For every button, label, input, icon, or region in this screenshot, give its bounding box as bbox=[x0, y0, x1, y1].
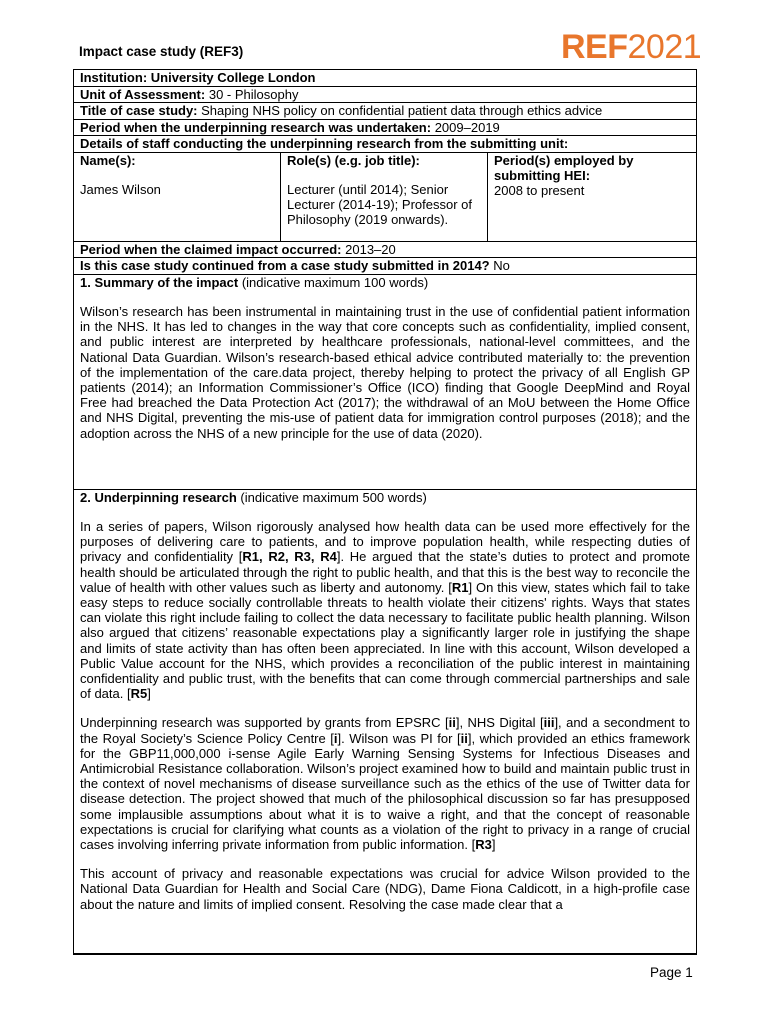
summary-section bbox=[74, 275, 696, 490]
grant-marker: ii bbox=[460, 730, 468, 746]
uoa-label: Unit of Assessment: bbox=[80, 86, 206, 102]
logo-year-text: 2021 bbox=[627, 28, 702, 66]
text-span: ] bbox=[147, 686, 151, 702]
text-span: ]. Wilson was PI for [ bbox=[337, 730, 461, 746]
staff-name: James Wilson bbox=[80, 181, 161, 197]
research-period-label: Period when the underpinning research was undertaken: bbox=[80, 119, 432, 135]
staff-role-header: Role(s) (e.g. job title): bbox=[287, 152, 420, 168]
reference-marker: R5 bbox=[130, 686, 148, 702]
research-paragraph-2 bbox=[80, 715, 690, 852]
text-span: ]. He argued that the state’s duties to protect and promote health should be articulated through the right to public health, and that this is the best way to reconcile the value of health with other values such as liberty and autonomy. [ bbox=[80, 549, 690, 595]
ref2021-logo bbox=[561, 30, 701, 64]
title-row bbox=[74, 103, 696, 120]
institution-row bbox=[74, 70, 696, 87]
staff-period: 2008 to present bbox=[494, 182, 585, 198]
research-section bbox=[74, 490, 696, 954]
title-value: Shaping NHS policy on confidential patient data through ethics advice bbox=[201, 103, 603, 118]
text-span: In a series of papers, Wilson rigorously analysed how health data can be used more effectively for the purposes of delivering care to patients, and to improve population health, while respecting duties of privacy and confidentiality [ bbox=[80, 519, 690, 565]
research-note: (indicative maximum 500 words) bbox=[240, 489, 427, 505]
research-paragraph-1 bbox=[80, 519, 690, 701]
uoa-value: 30 - Philosophy bbox=[208, 86, 299, 102]
summary-heading: 1. Summary of the impact bbox=[80, 274, 239, 290]
uoa-row bbox=[74, 87, 696, 104]
reference-marker: R3 bbox=[475, 837, 492, 853]
case-study-table bbox=[73, 69, 697, 955]
text-span: ] bbox=[491, 837, 496, 853]
continued-row bbox=[74, 258, 696, 275]
impact-period-row bbox=[74, 242, 696, 259]
staff-period-column bbox=[488, 153, 696, 241]
grant-marker: i bbox=[333, 730, 338, 746]
grant-marker: iii bbox=[543, 715, 555, 731]
staff-name-header: Name(s): bbox=[80, 152, 136, 168]
staff-role-column bbox=[281, 153, 488, 241]
impact-period-value: 2013–20 bbox=[345, 241, 396, 257]
research-heading-line bbox=[80, 490, 690, 506]
staff-name-column bbox=[74, 153, 281, 241]
text-span: ], which provided an ethics framework for the GBP11,000,000 i-sense Agile Early Warning Sensing Systems for Infectious Diseases and Antimicrobial Resistance collaboration. Wilson’s project examined how to build and maintain public trust in the context of novel mechanisms of disease surveillance such as the ethics of the use of Twitter data for disease detection. The project showed that much of the philosophical discussion so far has presupposed some implausible assumptions about what it is to waive a right, and that the concept of reasonable expectations is crucial for clarifying what counts as a violation of the right to privacy in a range of crucial cases involving inferring private information from public information. [ bbox=[80, 730, 690, 853]
staff-period-header: Period(s) employed by submitting HEI: bbox=[494, 152, 634, 183]
research-period-value: 2009–2019 bbox=[434, 119, 500, 135]
staff-details-row: Details of staff conducting the underpinning research from the submitting unit: bbox=[74, 136, 696, 153]
continued-value: No bbox=[493, 258, 510, 273]
text-span: ], and a secondment to the Royal Society’s Science Policy Centre [ bbox=[80, 715, 690, 746]
institution-label: Institution: bbox=[80, 70, 148, 85]
text-span: Underpinning research was supported by grants from EPSRC [ bbox=[80, 715, 449, 731]
text-span: ], NHS Digital [ bbox=[455, 715, 544, 731]
reference-marker: R1 bbox=[451, 579, 469, 595]
title-label: Title of case study: bbox=[80, 103, 198, 118]
research-paragraph-3: This account of privacy and reasonable expectations was crucial for advice Wilson provided to the National Data Guardian for Health and Social Care (NDG), Dame Fiona Caldicott, in a high-profile case about the nature and limits of implied consent. Resolving the case made clear that a bbox=[80, 866, 690, 912]
grant-marker: ii bbox=[448, 715, 456, 731]
institution-value: University College London bbox=[150, 70, 316, 85]
summary-note: (indicative maximum 100 words) bbox=[241, 274, 429, 290]
document-header-title: Impact case study (REF3) bbox=[79, 44, 244, 59]
logo-ref-text: REF bbox=[561, 28, 628, 66]
impact-period-label: Period when the claimed impact occurred: bbox=[80, 241, 342, 257]
summary-heading-line bbox=[80, 275, 690, 291]
text-span: ] On this view, states which fail to take easy steps to reduce socially controllable threats to health violate their citizens' rights. Ways that states can violate this right include failing to collect the data necessary to facilitate public health planning. Wilson also argued that citizens’ reasonable expectations play a significantly larger role in justifying the shape and limits of state activity than has often been appreciated. In line with this account, Wilson developed a Public Value account for the NHS, which provides a reconciliation of the public interest in maintaining confidentiality and public trust, with the benefits that can come through commercial partnerships and sale of data. [ bbox=[80, 579, 690, 702]
reference-marker: R1, R2, R3, R4 bbox=[242, 549, 337, 565]
staff-role: Lecturer (until 2014); Senior Lecturer (2014-19); Professor of Philosophy (2019 onwards). bbox=[287, 181, 472, 227]
staff-table bbox=[74, 153, 696, 242]
continued-label: Is this case study continued from a case study submitted in 2014? bbox=[80, 258, 490, 273]
research-period-row bbox=[74, 120, 696, 137]
summary-paragraph: Wilson’s research has been instrumental in maintaining trust in the use of confidential patient information in the NHS. It has led to changes in the way that core concepts such as confidentiality, implied consent, and public interest are interpreted by healthcare professionals, national-level committees, and the National Data Guardian. Wilson’s research-based ethical advice contributed materially to: the prevention of the implementation of the care.data project, thereby helping to protect the privacy of all English GP patients (2014); an Information Commissioner’s Office (ICO) finding that Google DeepMind and Royal Free had breached the Data Protection Act (2017); the withdrawal of an MoU between the Home Office and NHS Digital, preventing the mis-use of patient data for immigration control purposes (2018); and the adoption across the NHS of a new principle for the use of data (2020). bbox=[80, 304, 690, 441]
research-heading: 2. Underpinning research bbox=[80, 489, 237, 505]
page-number: Page 1 bbox=[650, 965, 693, 980]
